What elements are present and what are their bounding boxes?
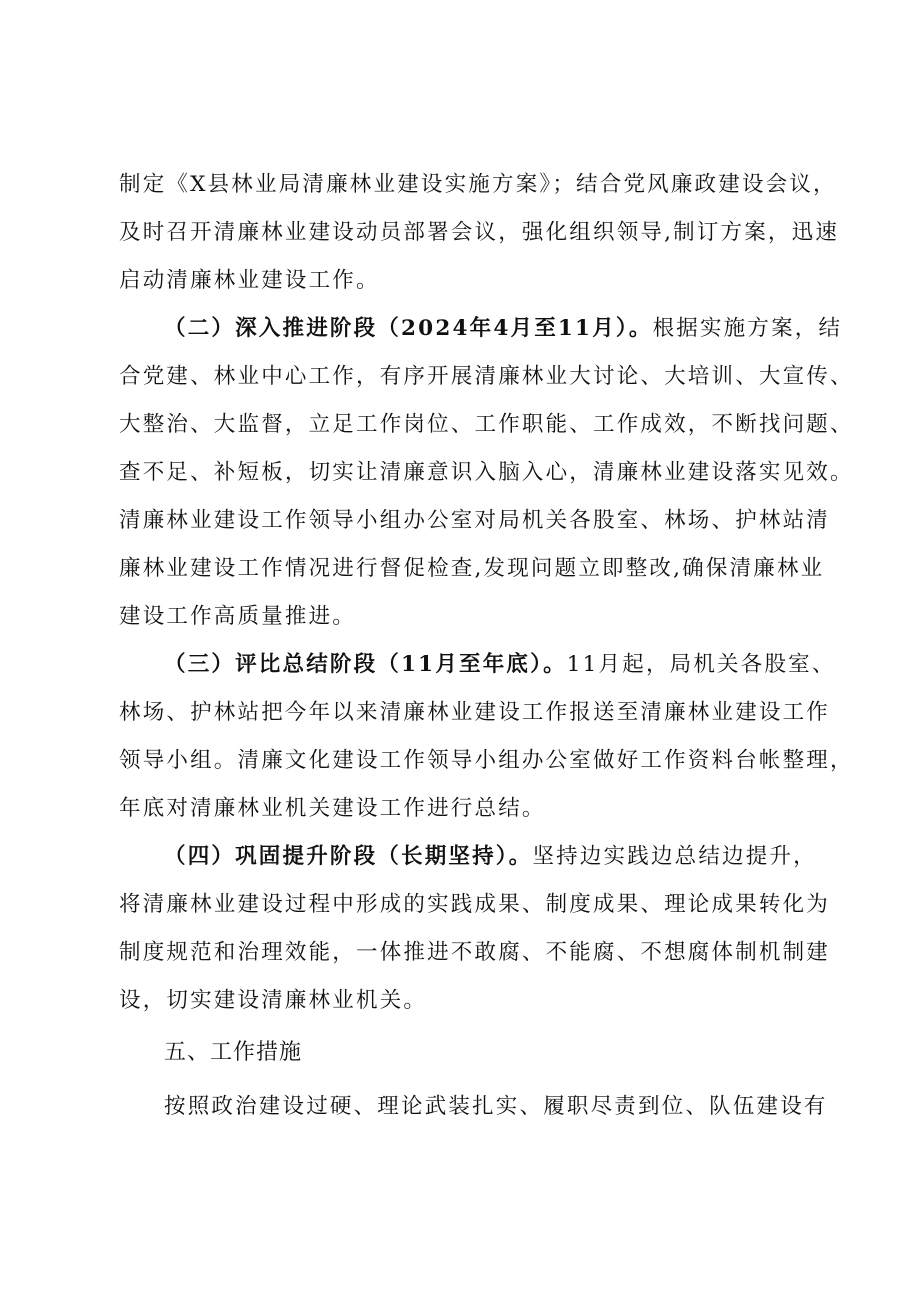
paragraph-line: 年底对清廉林业机关建设工作进行总结。 [119, 796, 546, 821]
paragraph-text: 根据实施方案，结 [652, 316, 843, 341]
paragraph-first-line: 按照政治建设过硬、理论武装扎实、履职尽责到位、队伍建设有 [164, 1094, 828, 1119]
paragraph-text: 11月起，局机关各股室、 [566, 652, 836, 677]
paragraph-line: 制度规范和治理效能，一体推进不敢腐、不能腐、不想腐体制机制建 [119, 940, 831, 965]
paragraph-first-line [164, 314, 843, 344]
paragraph-line: 设，切实建设清廉林业机关。 [119, 988, 428, 1013]
paragraph-first-line [164, 842, 829, 872]
paragraph-line: 廉林业建设工作情况进行督促检查,发现问题立即整改,确保清廉林业 [119, 556, 825, 581]
paragraph-first-line [164, 650, 836, 680]
paragraph-line: 将清廉林业建设过程中形成的实践成果、制度成果、理论成果转化为 [119, 892, 831, 917]
paragraph-line: 启动清廉林业建设工作。 [119, 268, 380, 293]
paragraph-line: 领导小组。清廉文化建设工作领导小组办公室做好工作资料台帐整理， [119, 748, 854, 773]
paragraph-line: 合党建、林业中心工作，有序开展清廉林业大讨论、大培训、大宣传、 [119, 364, 854, 389]
paragraph-line: 查不足、补短板，切实让清廉意识入脑入心，清廉林业建设落实见效。 [119, 460, 854, 485]
paragraph-line: 建设工作高质量推进。 [119, 604, 357, 629]
stage-heading: （二）深入推进阶段（2024年4月至11月）。 [164, 316, 653, 341]
paragraph-line: 及时召开清廉林业建设动员部署会议，强化组织领导,制订方案，迅速 [119, 220, 840, 245]
stage-heading: （四）巩固提升阶段（长期坚持）。 [164, 844, 533, 869]
stage-heading: （三）评比总结阶段（11月至年底）。 [164, 652, 567, 677]
paragraph-line: 清廉林业建设工作领导小组办公室对局机关各股室、林场、护林站清 [119, 508, 831, 533]
paragraph-line: 林场、护林站把今年以来清廉林业建设工作报送至清廉林业建设工作 [119, 700, 831, 725]
section-heading: 五、工作措施 [164, 1040, 303, 1065]
paragraph-text: 坚持边实践边总结边提升， [532, 844, 817, 869]
paragraph-line: 制定《X县林业局清廉林业建设实施方案》；结合党风廉政建设会议， [119, 172, 837, 197]
paragraph-line: 大整治、大监督，立足工作岗位、工作职能、工作成效，不断找问题、 [119, 412, 854, 437]
